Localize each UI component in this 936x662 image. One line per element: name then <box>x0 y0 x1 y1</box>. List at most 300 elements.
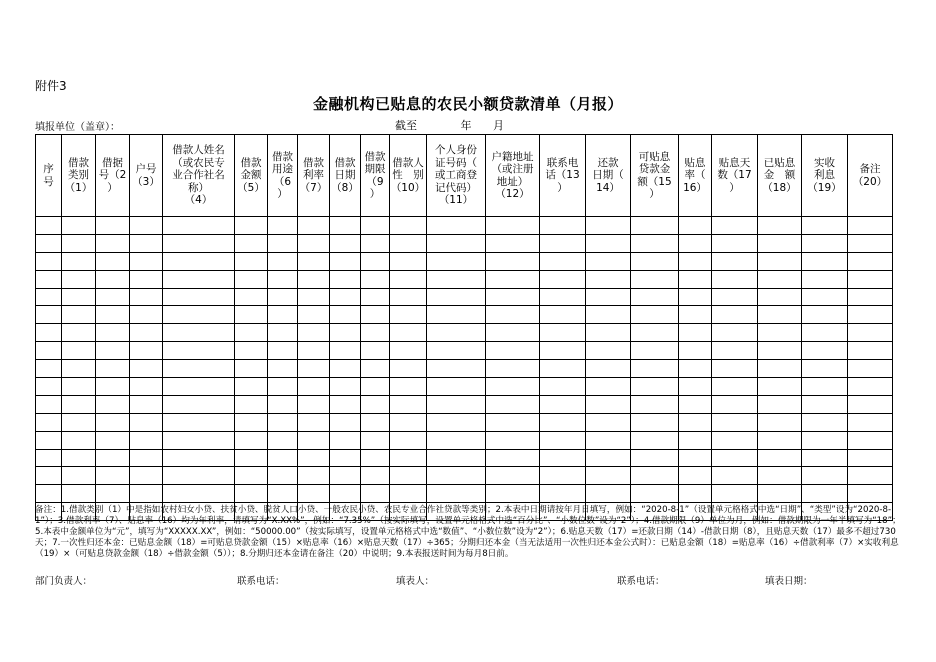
table-cell[interactable] <box>712 378 758 396</box>
table-cell[interactable] <box>96 467 130 485</box>
table-cell[interactable] <box>390 395 427 413</box>
table-cell[interactable] <box>540 360 586 378</box>
table-cell[interactable] <box>96 288 130 306</box>
table-cell[interactable] <box>235 485 268 503</box>
table-cell[interactable] <box>427 288 486 306</box>
table-cell[interactable] <box>586 449 631 467</box>
table-cell[interactable] <box>268 288 298 306</box>
table-cell[interactable] <box>361 467 390 485</box>
table-cell[interactable] <box>848 324 893 342</box>
table-cell[interactable] <box>62 431 96 449</box>
table-cell[interactable] <box>802 288 848 306</box>
table-cell[interactable] <box>802 342 848 360</box>
table-cell[interactable] <box>235 306 268 324</box>
table-cell[interactable] <box>268 324 298 342</box>
table-cell[interactable] <box>62 342 96 360</box>
table-cell[interactable] <box>130 449 163 467</box>
table-cell[interactable] <box>163 449 235 467</box>
table-cell[interactable] <box>486 467 540 485</box>
table-cell[interactable] <box>130 342 163 360</box>
table-cell[interactable] <box>361 378 390 396</box>
table-cell[interactable] <box>586 324 631 342</box>
table-cell[interactable] <box>802 395 848 413</box>
table-cell[interactable] <box>427 217 486 235</box>
table-cell[interactable] <box>36 324 62 342</box>
table-cell[interactable] <box>62 467 96 485</box>
table-cell[interactable] <box>298 467 330 485</box>
table-cell[interactable] <box>758 342 802 360</box>
table-cell[interactable] <box>163 217 235 235</box>
table-cell[interactable] <box>96 270 130 288</box>
table-cell[interactable] <box>586 360 631 378</box>
table-cell[interactable] <box>631 217 679 235</box>
table-cell[interactable] <box>586 342 631 360</box>
table-cell[interactable] <box>631 306 679 324</box>
table-cell[interactable] <box>298 306 330 324</box>
table-cell[interactable] <box>802 467 848 485</box>
table-cell[interactable] <box>96 234 130 252</box>
table-cell[interactable] <box>235 378 268 396</box>
table-cell[interactable] <box>427 342 486 360</box>
table-cell[interactable] <box>679 342 712 360</box>
table-cell[interactable] <box>540 342 586 360</box>
table-cell[interactable] <box>486 449 540 467</box>
table-cell[interactable] <box>298 288 330 306</box>
table-cell[interactable] <box>631 252 679 270</box>
table-cell[interactable] <box>390 431 427 449</box>
table-cell[interactable] <box>631 449 679 467</box>
table-cell[interactable] <box>540 252 586 270</box>
table-cell[interactable] <box>268 378 298 396</box>
table-cell[interactable] <box>96 360 130 378</box>
table-cell[interactable] <box>163 288 235 306</box>
table-cell[interactable] <box>163 485 235 503</box>
table-cell[interactable] <box>36 306 62 324</box>
table-cell[interactable] <box>540 270 586 288</box>
table-cell[interactable] <box>235 342 268 360</box>
table-cell[interactable] <box>235 360 268 378</box>
table-cell[interactable] <box>712 217 758 235</box>
table-cell[interactable] <box>96 395 130 413</box>
table-cell[interactable] <box>679 378 712 396</box>
table-cell[interactable] <box>62 360 96 378</box>
table-cell[interactable] <box>586 252 631 270</box>
table-cell[interactable] <box>712 431 758 449</box>
table-cell[interactable] <box>96 431 130 449</box>
table-cell[interactable] <box>712 485 758 503</box>
table-cell[interactable] <box>36 234 62 252</box>
table-cell[interactable] <box>427 360 486 378</box>
table-cell[interactable] <box>163 360 235 378</box>
table-cell[interactable] <box>848 217 893 235</box>
table-cell[interactable] <box>268 234 298 252</box>
table-cell[interactable] <box>486 395 540 413</box>
table-cell[interactable] <box>540 449 586 467</box>
table-cell[interactable] <box>631 467 679 485</box>
table-cell[interactable] <box>758 252 802 270</box>
table-cell[interactable] <box>802 217 848 235</box>
table-cell[interactable] <box>427 252 486 270</box>
table-cell[interactable] <box>96 252 130 270</box>
table-cell[interactable] <box>427 431 486 449</box>
table-cell[interactable] <box>631 324 679 342</box>
table-cell[interactable] <box>130 413 163 431</box>
table-cell[interactable] <box>62 395 96 413</box>
table-cell[interactable] <box>679 449 712 467</box>
table-cell[interactable] <box>848 342 893 360</box>
table-cell[interactable] <box>361 449 390 467</box>
table-cell[interactable] <box>130 378 163 396</box>
table-cell[interactable] <box>62 449 96 467</box>
table-cell[interactable] <box>361 431 390 449</box>
table-cell[interactable] <box>235 288 268 306</box>
table-cell[interactable] <box>130 234 163 252</box>
table-cell[interactable] <box>235 449 268 467</box>
table-cell[interactable] <box>96 217 130 235</box>
table-cell[interactable] <box>62 378 96 396</box>
table-cell[interactable] <box>758 395 802 413</box>
table-cell[interactable] <box>802 252 848 270</box>
table-cell[interactable] <box>62 217 96 235</box>
table-cell[interactable] <box>486 270 540 288</box>
table-cell[interactable] <box>163 467 235 485</box>
table-cell[interactable] <box>540 234 586 252</box>
table-cell[interactable] <box>802 485 848 503</box>
table-cell[interactable] <box>427 324 486 342</box>
table-cell[interactable] <box>631 270 679 288</box>
table-cell[interactable] <box>36 413 62 431</box>
table-cell[interactable] <box>679 324 712 342</box>
table-cell[interactable] <box>712 324 758 342</box>
table-cell[interactable] <box>540 431 586 449</box>
table-cell[interactable] <box>390 360 427 378</box>
table-cell[interactable] <box>486 306 540 324</box>
table-cell[interactable] <box>330 306 361 324</box>
table-cell[interactable] <box>163 378 235 396</box>
table-cell[interactable] <box>679 252 712 270</box>
table-cell[interactable] <box>712 252 758 270</box>
table-cell[interactable] <box>361 360 390 378</box>
table-cell[interactable] <box>361 485 390 503</box>
table-cell[interactable] <box>540 306 586 324</box>
table-cell[interactable] <box>390 324 427 342</box>
table-cell[interactable] <box>330 270 361 288</box>
table-cell[interactable] <box>130 306 163 324</box>
table-cell[interactable] <box>848 288 893 306</box>
table-cell[interactable] <box>631 342 679 360</box>
table-cell[interactable] <box>758 378 802 396</box>
table-cell[interactable] <box>679 217 712 235</box>
table-cell[interactable] <box>268 395 298 413</box>
table-cell[interactable] <box>62 234 96 252</box>
table-cell[interactable] <box>631 431 679 449</box>
table-cell[interactable] <box>235 217 268 235</box>
table-cell[interactable] <box>96 413 130 431</box>
table-cell[interactable] <box>848 360 893 378</box>
table-cell[interactable] <box>427 413 486 431</box>
table-cell[interactable] <box>802 306 848 324</box>
table-cell[interactable] <box>298 449 330 467</box>
table-cell[interactable] <box>758 413 802 431</box>
table-cell[interactable] <box>427 485 486 503</box>
table-cell[interactable] <box>298 342 330 360</box>
table-cell[interactable] <box>298 324 330 342</box>
table-cell[interactable] <box>848 270 893 288</box>
table-cell[interactable] <box>361 306 390 324</box>
table-cell[interactable] <box>330 234 361 252</box>
table-cell[interactable] <box>96 378 130 396</box>
table-cell[interactable] <box>486 252 540 270</box>
table-cell[interactable] <box>163 234 235 252</box>
table-cell[interactable] <box>802 378 848 396</box>
table-cell[interactable] <box>330 413 361 431</box>
table-cell[interactable] <box>679 467 712 485</box>
table-cell[interactable] <box>130 431 163 449</box>
table-cell[interactable] <box>163 324 235 342</box>
table-cell[interactable] <box>96 342 130 360</box>
table-cell[interactable] <box>235 431 268 449</box>
table-cell[interactable] <box>486 360 540 378</box>
table-cell[interactable] <box>802 270 848 288</box>
table-cell[interactable] <box>802 449 848 467</box>
table-cell[interactable] <box>427 378 486 396</box>
table-cell[interactable] <box>130 467 163 485</box>
table-cell[interactable] <box>298 378 330 396</box>
table-cell[interactable] <box>679 360 712 378</box>
table-cell[interactable] <box>36 252 62 270</box>
table-cell[interactable] <box>679 234 712 252</box>
table-cell[interactable] <box>330 217 361 235</box>
table-cell[interactable] <box>361 217 390 235</box>
table-cell[interactable] <box>96 324 130 342</box>
table-cell[interactable] <box>235 234 268 252</box>
table-cell[interactable] <box>268 449 298 467</box>
table-cell[interactable] <box>130 324 163 342</box>
table-cell[interactable] <box>802 234 848 252</box>
table-cell[interactable] <box>298 234 330 252</box>
table-cell[interactable] <box>712 234 758 252</box>
table-cell[interactable] <box>330 485 361 503</box>
table-cell[interactable] <box>802 413 848 431</box>
table-cell[interactable] <box>361 342 390 360</box>
table-cell[interactable] <box>712 288 758 306</box>
table-cell[interactable] <box>235 467 268 485</box>
table-cell[interactable] <box>758 217 802 235</box>
table-cell[interactable] <box>848 467 893 485</box>
table-cell[interactable] <box>486 413 540 431</box>
table-cell[interactable] <box>540 324 586 342</box>
table-cell[interactable] <box>96 449 130 467</box>
table-cell[interactable] <box>679 395 712 413</box>
table-cell[interactable] <box>163 413 235 431</box>
table-cell[interactable] <box>390 449 427 467</box>
table-cell[interactable] <box>268 217 298 235</box>
table-cell[interactable] <box>586 485 631 503</box>
table-cell[interactable] <box>586 217 631 235</box>
table-cell[interactable] <box>679 413 712 431</box>
table-cell[interactable] <box>848 252 893 270</box>
table-cell[interactable] <box>802 431 848 449</box>
table-cell[interactable] <box>758 485 802 503</box>
table-cell[interactable] <box>848 485 893 503</box>
table-cell[interactable] <box>62 324 96 342</box>
table-cell[interactable] <box>36 217 62 235</box>
table-cell[interactable] <box>330 378 361 396</box>
table-cell[interactable] <box>235 413 268 431</box>
table-cell[interactable] <box>390 234 427 252</box>
table-cell[interactable] <box>848 413 893 431</box>
table-cell[interactable] <box>586 288 631 306</box>
table-cell[interactable] <box>540 413 586 431</box>
table-cell[interactable] <box>163 342 235 360</box>
table-cell[interactable] <box>540 378 586 396</box>
table-cell[interactable] <box>36 395 62 413</box>
table-cell[interactable] <box>36 270 62 288</box>
table-cell[interactable] <box>163 395 235 413</box>
table-cell[interactable] <box>390 217 427 235</box>
table-cell[interactable] <box>390 485 427 503</box>
table-cell[interactable] <box>298 217 330 235</box>
table-cell[interactable] <box>802 324 848 342</box>
table-cell[interactable] <box>486 234 540 252</box>
table-cell[interactable] <box>390 288 427 306</box>
table-cell[interactable] <box>62 413 96 431</box>
table-cell[interactable] <box>390 378 427 396</box>
table-cell[interactable] <box>298 431 330 449</box>
table-cell[interactable] <box>848 395 893 413</box>
table-cell[interactable] <box>586 270 631 288</box>
table-cell[interactable] <box>586 413 631 431</box>
table-cell[interactable] <box>427 467 486 485</box>
table-cell[interactable] <box>330 288 361 306</box>
table-cell[interactable] <box>36 431 62 449</box>
table-cell[interactable] <box>235 270 268 288</box>
table-cell[interactable] <box>848 449 893 467</box>
table-cell[interactable] <box>848 234 893 252</box>
table-cell[interactable] <box>712 270 758 288</box>
table-cell[interactable] <box>36 342 62 360</box>
table-cell[interactable] <box>390 342 427 360</box>
table-cell[interactable] <box>631 378 679 396</box>
table-cell[interactable] <box>96 485 130 503</box>
table-cell[interactable] <box>298 252 330 270</box>
table-cell[interactable] <box>130 360 163 378</box>
table-cell[interactable] <box>62 270 96 288</box>
table-cell[interactable] <box>631 413 679 431</box>
table-cell[interactable] <box>848 431 893 449</box>
table-cell[interactable] <box>758 306 802 324</box>
table-cell[interactable] <box>330 467 361 485</box>
table-cell[interactable] <box>163 306 235 324</box>
table-cell[interactable] <box>330 324 361 342</box>
table-cell[interactable] <box>268 431 298 449</box>
table-cell[interactable] <box>268 306 298 324</box>
table-cell[interactable] <box>631 485 679 503</box>
table-cell[interactable] <box>298 360 330 378</box>
table-cell[interactable] <box>540 288 586 306</box>
table-cell[interactable] <box>427 306 486 324</box>
table-cell[interactable] <box>631 288 679 306</box>
table-cell[interactable] <box>298 270 330 288</box>
table-cell[interactable] <box>130 270 163 288</box>
table-cell[interactable] <box>235 395 268 413</box>
table-cell[interactable] <box>427 395 486 413</box>
table-cell[interactable] <box>712 413 758 431</box>
table-cell[interactable] <box>330 431 361 449</box>
table-cell[interactable] <box>486 431 540 449</box>
table-cell[interactable] <box>631 234 679 252</box>
table-cell[interactable] <box>758 288 802 306</box>
table-cell[interactable] <box>330 395 361 413</box>
table-cell[interactable] <box>163 252 235 270</box>
table-cell[interactable] <box>486 378 540 396</box>
table-cell[interactable] <box>361 234 390 252</box>
table-cell[interactable] <box>540 395 586 413</box>
table-cell[interactable] <box>848 378 893 396</box>
table-cell[interactable] <box>758 324 802 342</box>
table-cell[interactable] <box>330 449 361 467</box>
table-cell[interactable] <box>62 288 96 306</box>
table-cell[interactable] <box>361 324 390 342</box>
table-cell[interactable] <box>163 431 235 449</box>
table-cell[interactable] <box>486 324 540 342</box>
table-cell[interactable] <box>390 306 427 324</box>
table-cell[interactable] <box>330 360 361 378</box>
table-cell[interactable] <box>268 270 298 288</box>
table-cell[interactable] <box>298 485 330 503</box>
table-cell[interactable] <box>758 431 802 449</box>
table-cell[interactable] <box>361 395 390 413</box>
table-cell[interactable] <box>679 485 712 503</box>
table-cell[interactable] <box>36 288 62 306</box>
table-cell[interactable] <box>586 431 631 449</box>
table-cell[interactable] <box>712 306 758 324</box>
table-cell[interactable] <box>540 217 586 235</box>
table-cell[interactable] <box>586 395 631 413</box>
table-cell[interactable] <box>540 485 586 503</box>
table-cell[interactable] <box>163 270 235 288</box>
table-cell[interactable] <box>62 306 96 324</box>
table-cell[interactable] <box>361 413 390 431</box>
table-cell[interactable] <box>758 270 802 288</box>
table-cell[interactable] <box>427 449 486 467</box>
table-cell[interactable] <box>486 288 540 306</box>
table-cell[interactable] <box>361 252 390 270</box>
table-cell[interactable] <box>62 252 96 270</box>
table-cell[interactable] <box>679 288 712 306</box>
table-cell[interactable] <box>130 252 163 270</box>
table-cell[interactable] <box>712 467 758 485</box>
table-cell[interactable] <box>679 270 712 288</box>
table-cell[interactable] <box>130 217 163 235</box>
table-cell[interactable] <box>390 413 427 431</box>
table-cell[interactable] <box>848 306 893 324</box>
table-cell[interactable] <box>298 395 330 413</box>
table-cell[interactable] <box>361 270 390 288</box>
table-cell[interactable] <box>235 252 268 270</box>
table-cell[interactable] <box>586 378 631 396</box>
table-cell[interactable] <box>679 306 712 324</box>
table-cell[interactable] <box>36 485 62 503</box>
table-cell[interactable] <box>586 306 631 324</box>
table-cell[interactable] <box>758 467 802 485</box>
table-cell[interactable] <box>802 360 848 378</box>
table-cell[interactable] <box>486 485 540 503</box>
table-cell[interactable] <box>268 360 298 378</box>
table-cell[interactable] <box>427 234 486 252</box>
table-cell[interactable] <box>268 485 298 503</box>
table-cell[interactable] <box>268 342 298 360</box>
